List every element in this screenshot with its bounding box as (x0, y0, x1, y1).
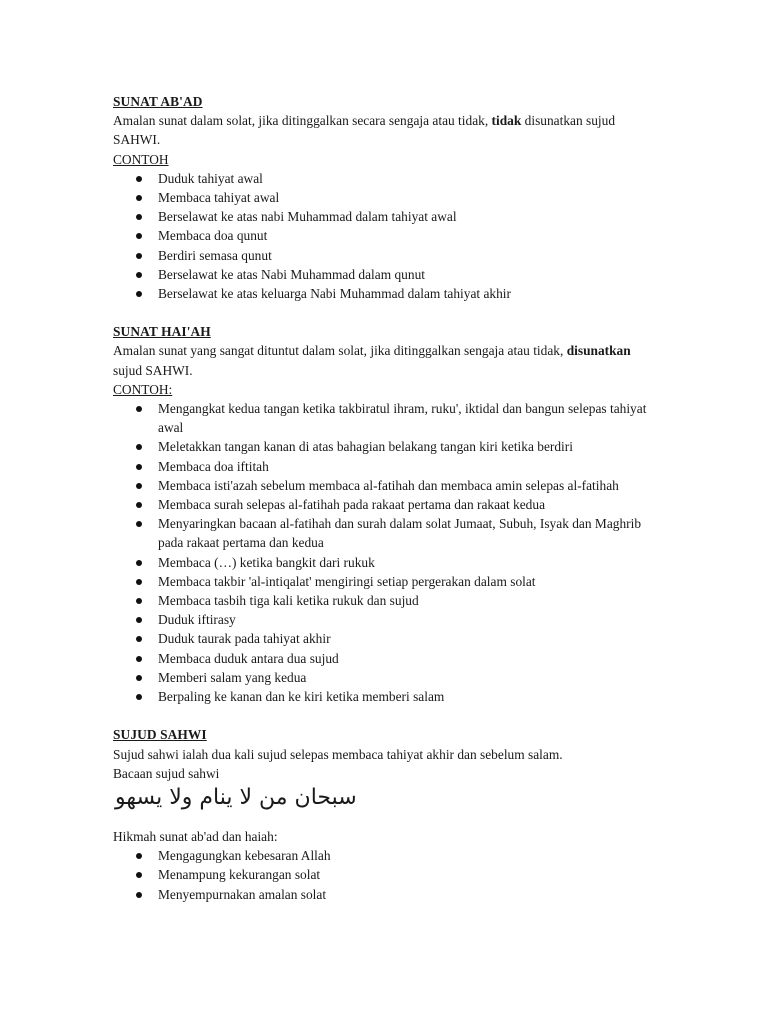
section-sujud-sahwi (113, 725, 653, 813)
arabic-recitation: سبحان من لا ينام ولا يسهو (115, 784, 357, 810)
list-item: Memberi salam yang kedua (113, 668, 653, 687)
document-page (113, 92, 653, 904)
list-sunat-abad (113, 169, 653, 303)
description-bold: disunatkan (566, 343, 631, 359)
spacer (113, 706, 653, 725)
contoh-label: CONTOH (113, 151, 169, 167)
list-item: Membaca tasbih tiga kali ketika rukuk dan sujud (113, 591, 653, 610)
spacer (113, 813, 653, 827)
hikmah-heading: Hikmah sunat ab'ad dan haiah: (113, 828, 278, 844)
list-item: Duduk iftirasy (113, 610, 653, 629)
list-item: Membaca isti'azah sebelum membaca al-fatihah dan membaca amin selepas al-fatihah (113, 476, 653, 495)
list-hikmah (113, 846, 653, 904)
list-item: Mengangkat kedua tangan ketika takbiratul ihram, ruku', iktidal dan bangun selepas tahiyat awal (113, 399, 653, 437)
list-item: Berdiri semasa qunut (113, 246, 653, 265)
section-sunat-haiah (113, 322, 653, 706)
list-item: Berselawat ke atas Nabi Muhammad dalam qunut (113, 265, 653, 284)
spacer (113, 303, 653, 322)
description-text: sujud SAHWI. (113, 362, 193, 378)
list-item: Berpaling ke kanan dan ke kiri ketika memberi salam (113, 687, 653, 706)
list-item: Menyempurnakan amalan solat (113, 885, 653, 904)
list-sunat-haiah (113, 399, 653, 706)
list-item: Menampung kekurangan solat (113, 865, 653, 884)
description-text: disunatkan sujud SAHWI. (113, 113, 616, 148)
list-item: Mengagungkan kebesaran Allah (113, 846, 653, 865)
list-item: Duduk tahiyat awal (113, 169, 653, 188)
section-hikmah (113, 827, 653, 904)
list-item: Membaca doa qunut (113, 226, 653, 245)
section-sunat-abad (113, 92, 653, 303)
description-bold: tidak (491, 113, 522, 129)
list-item: Membaca surah selepas al-fatihah pada rakaat pertama dan rakaat kedua (113, 495, 653, 514)
list-item: Meletakkan tangan kanan di atas bahagian belakang tangan kiri ketika berdiri (113, 437, 653, 456)
description-sujud-sahwi: Sujud sahwi ialah dua kali sujud selepas membaca tahiyat akhir dan sebelum salam. (113, 746, 563, 762)
list-item: Duduk taurak pada tahiyat akhir (113, 629, 653, 648)
list-item: Membaca duduk antara dua sujud (113, 649, 653, 668)
list-item: Berselawat ke atas keluarga Nabi Muhammad dalam tahiyat akhir (113, 284, 653, 303)
list-item: Membaca tahiyat awal (113, 188, 653, 207)
list-item: Menyaringkan bacaan al-fatihah dan surah dalam solat Jumaat, Subuh, Isyak dan Maghrib pada rakaat pertama dan kedua (113, 514, 653, 552)
description-text: Amalan sunat yang sangat dituntut dalam solat, jika ditinggalkan sengaja atau tidak, (113, 343, 567, 359)
description-sunat-haiah (113, 341, 653, 379)
heading-sunat-abad: SUNAT AB'AD (113, 94, 203, 109)
bacaan-label: Bacaan sujud sahwi (113, 765, 220, 781)
list-item: Membaca (…) ketika bangkit dari rukuk (113, 553, 653, 572)
description-sunat-abad (113, 111, 653, 149)
heading-sunat-haiah: SUNAT HAI'AH (113, 324, 211, 340)
list-item: Membaca takbir 'al-intiqalat' mengiringi setiap pergerakan dalam solat (113, 572, 653, 591)
list-item: Berselawat ke atas nabi Muhammad dalam tahiyat awal (113, 207, 653, 226)
description-text: Amalan sunat dalam solat, jika ditinggalkan secara sengaja atau tidak, (113, 113, 492, 129)
list-item: Membaca doa iftitah (113, 457, 653, 476)
contoh-label: CONTOH: (113, 381, 173, 397)
heading-sujud-sahwi: SUJUD SAHWI (113, 727, 207, 743)
